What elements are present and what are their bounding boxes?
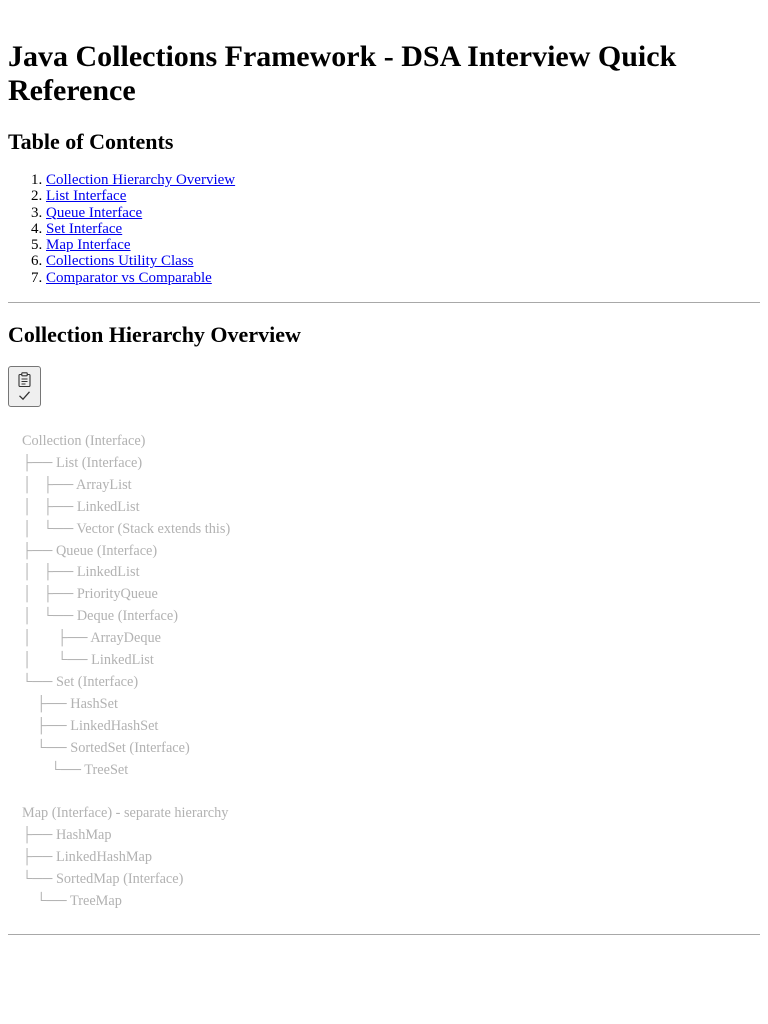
code-line: ├── LinkedHashSet — [22, 717, 159, 734]
table-of-contents — [8, 172, 235, 286]
code-line: │ ├── ArrayDeque — [22, 630, 161, 647]
clipboard-icon — [18, 372, 31, 387]
toc-item — [46, 237, 235, 253]
code-line: └── SortedMap (Interface) — [22, 871, 184, 888]
code-line: Map (Interface) - separate hierarchy — [22, 805, 229, 822]
code-line: └── TreeMap — [22, 893, 122, 910]
toc-item — [46, 270, 235, 286]
toc-link-map-interface[interactable]: Map Interface — [46, 237, 131, 254]
code-line: └── Set (Interface) — [22, 673, 139, 690]
code-line: ├── List (Interface) — [22, 454, 143, 471]
code-line: │ ├── LinkedList — [22, 498, 140, 515]
toc-link-collection-hierarchy[interactable]: Collection Hierarchy Overview — [46, 172, 236, 188]
page-title: Java Collections Framework - DSA Interview Quick Reference — [8, 40, 677, 107]
code-line: ├── Queue (Interface) — [22, 542, 158, 559]
code-line: │ └── Deque (Interface) — [22, 608, 179, 625]
toc-heading: Table of Contents — [8, 129, 174, 154]
code-line: │ ├── LinkedList — [22, 564, 140, 581]
code-line: │ └── Vector (Stack extends this) — [22, 520, 231, 537]
toc-item — [46, 188, 235, 204]
toc-item — [46, 172, 235, 188]
copy-code-button[interactable] — [8, 366, 41, 407]
code-line: │ └── LinkedList — [22, 652, 154, 669]
code-line: │ ├── PriorityQueue — [22, 586, 158, 603]
divider — [8, 302, 760, 303]
toc-item — [46, 205, 235, 221]
toc-item — [46, 253, 235, 269]
code-line: └── TreeSet — [22, 761, 129, 778]
check-icon — [18, 390, 31, 401]
code-line: ├── HashMap — [22, 827, 112, 844]
code-line: ├── HashSet — [22, 695, 118, 712]
code-line: └── SortedSet (Interface) — [22, 739, 190, 756]
code-block — [22, 431, 230, 913]
toc-link-collections-utility[interactable]: Collections Utility Class — [46, 253, 194, 270]
code-line: │ ├── ArrayList — [22, 476, 132, 493]
toc-link-list-interface[interactable]: List Interface — [46, 188, 127, 205]
toc-item — [46, 221, 235, 237]
code-line: Collection (Interface) — [22, 433, 146, 449]
divider — [8, 934, 760, 935]
toc-link-set-interface[interactable]: Set Interface — [46, 220, 123, 237]
toc-link-comparator-comparable[interactable]: Comparator vs Comparable — [46, 269, 212, 286]
code-line: ├── LinkedHashMap — [22, 849, 153, 866]
toc-link-queue-interface[interactable]: Queue Interface — [46, 204, 143, 221]
section-heading: Collection Hierarchy Overview — [8, 322, 301, 347]
